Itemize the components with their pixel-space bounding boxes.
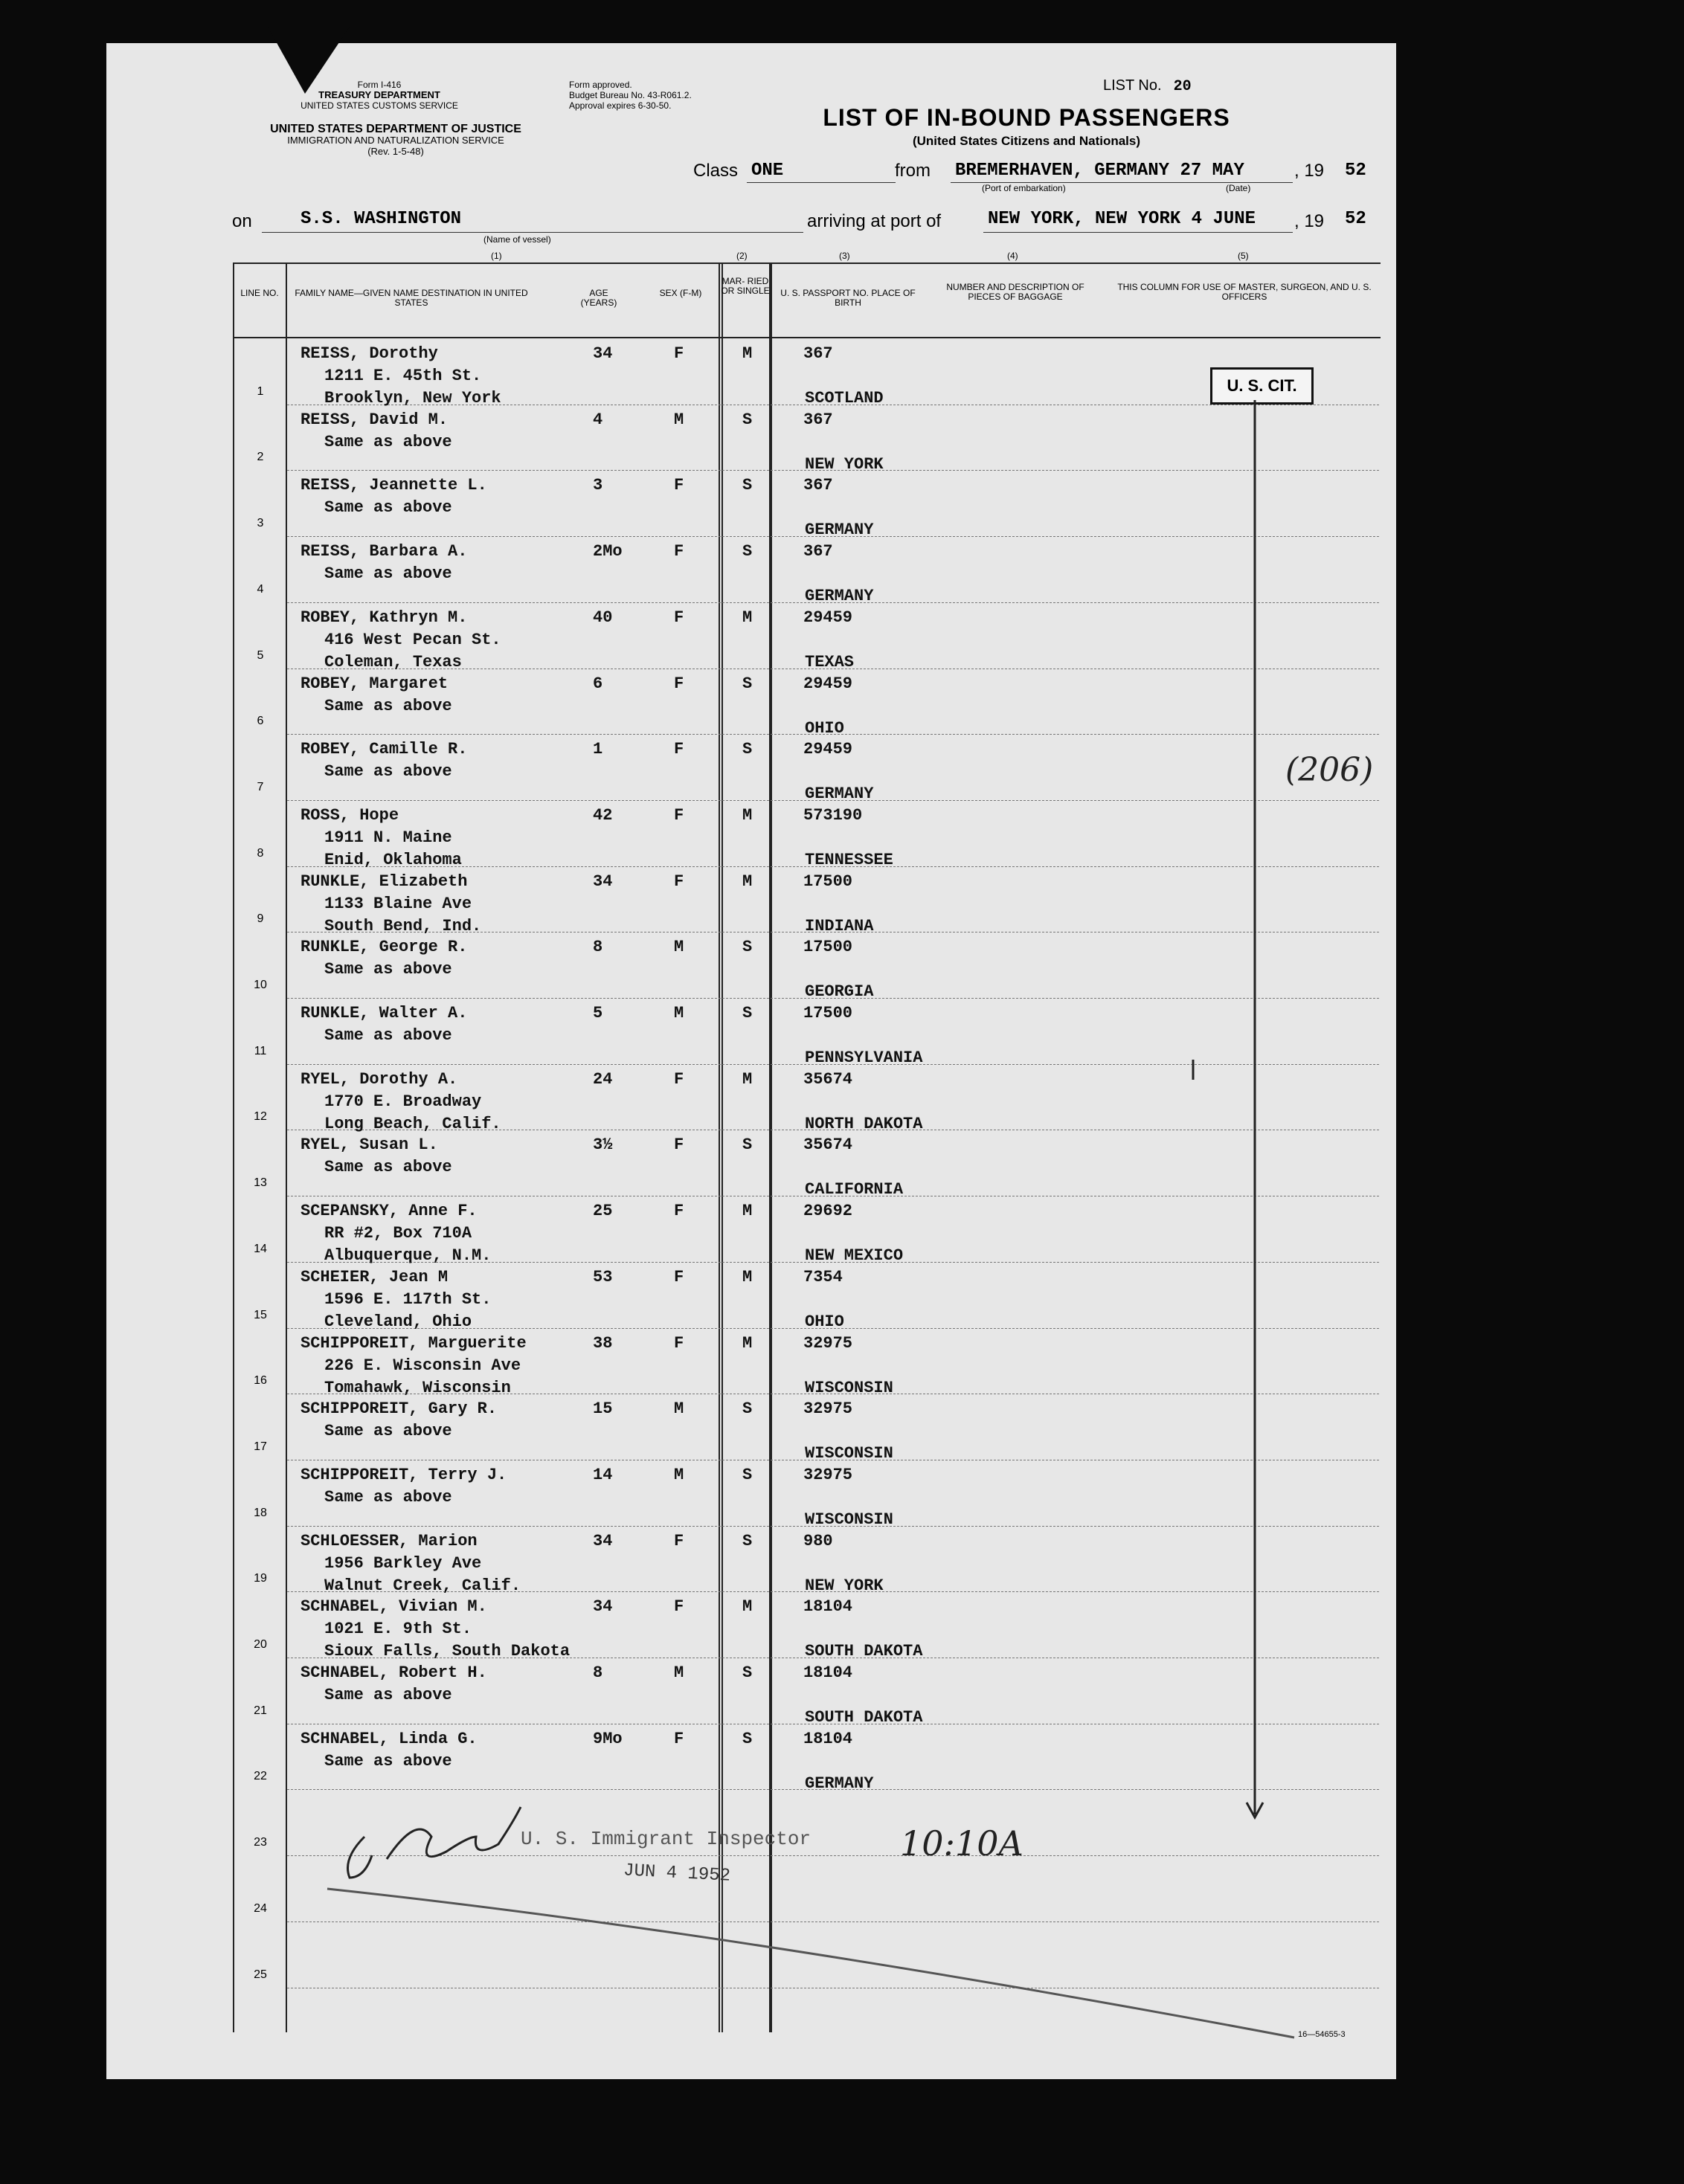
pencil-diagonal-line (327, 1889, 1294, 2038)
passenger-age: 15 (593, 1399, 613, 1418)
line-number: 18 (254, 1507, 267, 1519)
passenger-name: SCHEIER, Jean M (301, 1268, 449, 1286)
passport-number: 367 (803, 410, 833, 429)
passenger-name: RUNKLE, Elizabeth (301, 872, 468, 891)
column-number-3: (3) (839, 251, 850, 261)
passenger-sex: F (674, 1597, 684, 1616)
passenger-marital-status: S (742, 410, 753, 429)
passenger-age: 2Mo (593, 542, 623, 561)
line-number: 12 (254, 1110, 267, 1123)
line-number: 7 (257, 781, 264, 793)
place-of-birth: SOUTH DAKOTA (805, 1708, 923, 1727)
passenger-destination: Same as above (324, 1488, 452, 1507)
passenger-age: 38 (593, 1334, 613, 1353)
place-of-birth: INDIANA (805, 917, 874, 935)
passenger-name: ROBEY, Kathryn M. (301, 608, 468, 627)
count-note: (206) (1285, 751, 1374, 789)
place-of-birth: GERMANY (805, 785, 874, 803)
passenger-destination: Cleveland, Ohio (324, 1312, 472, 1331)
passenger-sex: F (674, 608, 684, 627)
passenger-age: 9Mo (593, 1730, 623, 1748)
form-number: Form I-416 (357, 80, 402, 90)
approved-label: Form approved. (569, 80, 632, 90)
from-label: from (895, 161, 931, 181)
on-label: on (232, 211, 252, 231)
passenger-name: SCEPANSKY, Anne F. (301, 1202, 478, 1220)
passenger-destination: 1911 N. Maine (324, 828, 452, 847)
passport-number: 35674 (803, 1136, 853, 1154)
passenger-name: RUNKLE, Walter A. (301, 1004, 468, 1022)
passport-number: 32975 (803, 1399, 853, 1418)
passenger-name: SCHLOESSER, Marion (301, 1532, 478, 1550)
passenger-destination: Same as above (324, 1026, 452, 1045)
passenger-destination: 1021 E. 9th St. (324, 1620, 472, 1638)
column-number-2: (2) (736, 251, 748, 261)
line-number: 1 (257, 385, 264, 398)
line-number: 11 (254, 1045, 267, 1057)
place-of-birth: GERMANY (805, 1774, 874, 1793)
passport-number: 29459 (803, 740, 853, 758)
passenger-marital-status: S (742, 1532, 753, 1550)
passenger-sex: M (674, 1466, 684, 1484)
column-number-4: (4) (1007, 251, 1018, 261)
passenger-age: 1 (593, 740, 603, 758)
line-number: 13 (254, 1176, 267, 1189)
place-of-birth: TENNESSEE (805, 851, 893, 869)
passenger-destination: 416 West Pecan St. (324, 631, 501, 649)
passenger-marital-status: M (742, 806, 753, 825)
passenger-age: 3½ (593, 1136, 613, 1154)
passenger-age: 34 (593, 344, 613, 363)
place-of-birth: NEW YORK (805, 1576, 884, 1595)
passenger-destination: Albuquerque, N.M. (324, 1246, 492, 1265)
passenger-name: ROBEY, Camille R. (301, 740, 468, 758)
place-of-birth: GEORGIA (805, 982, 874, 1001)
place-of-birth: WISCONSIN (805, 1444, 893, 1463)
passenger-name: ROSS, Hope (301, 806, 399, 825)
line-number: 21 (254, 1704, 267, 1717)
list-number-value: 20 (1173, 78, 1192, 95)
port-caption: (Port of embarkation) (982, 183, 1066, 193)
passenger-name: SCHNABEL, Vivian M. (301, 1597, 487, 1616)
place-of-birth: WISCONSIN (805, 1510, 893, 1529)
passenger-age: 3 (593, 476, 603, 495)
passenger-marital-status: S (742, 476, 753, 495)
passenger-marital-status: M (742, 1334, 753, 1353)
header-age: AGE (YEARS) (580, 288, 617, 308)
line-number: 3 (257, 517, 264, 529)
passenger-sex: M (674, 410, 684, 429)
passenger-name: SCHIPPOREIT, Gary R. (301, 1399, 498, 1418)
place-of-birth: GERMANY (805, 521, 874, 539)
passenger-age: 8 (593, 938, 603, 956)
passenger-name: SCHNABEL, Linda G. (301, 1730, 478, 1748)
passport-number: 18104 (803, 1663, 853, 1682)
arriving-label: arriving at port of (807, 211, 942, 231)
us-citizen-stamp: U. S. CIT. (1210, 367, 1314, 405)
page-subtitle: (United States Citizens and Nationals) (912, 134, 1141, 148)
line-number: 20 (254, 1638, 267, 1651)
passenger-name: SCHNABEL, Robert H. (301, 1663, 487, 1682)
line-number: 10 (254, 979, 267, 991)
place-of-birth: OHIO (805, 719, 844, 738)
passport-number: 573190 (803, 806, 863, 825)
passenger-age: 34 (593, 872, 613, 891)
passenger-sex: M (674, 938, 684, 956)
passenger-destination: Brooklyn, New York (324, 389, 501, 408)
passenger-sex: F (674, 476, 684, 495)
place-of-birth: SCOTLAND (805, 389, 884, 408)
passenger-marital-status: S (742, 740, 753, 758)
passenger-sex: F (674, 1268, 684, 1286)
passenger-name: RYEL, Susan L. (301, 1136, 438, 1154)
passport-number: 17500 (803, 872, 853, 891)
passport-number: 29459 (803, 608, 853, 627)
passport-number: 32975 (803, 1466, 853, 1484)
passenger-destination: 226 E. Wisconsin Ave (324, 1356, 521, 1375)
passenger-destination: Coleman, Texas (324, 653, 462, 671)
header-line-no: LINE NO. (240, 288, 279, 298)
justice-label: UNITED STATES DEPARTMENT OF JUSTICE (270, 123, 521, 135)
line-number: 14 (254, 1243, 267, 1255)
passenger-sex: F (674, 674, 684, 693)
passenger-destination: RR #2, Box 710A (324, 1224, 472, 1243)
passport-number: 32975 (803, 1334, 853, 1353)
passport-number: 29692 (803, 1202, 853, 1220)
line-number: 6 (257, 715, 264, 727)
passenger-marital-status: S (742, 542, 753, 561)
header-married: MAR- RIED OR SINGLE (721, 276, 770, 296)
passenger-age: 40 (593, 608, 613, 627)
passenger-destination: Same as above (324, 1686, 452, 1704)
passenger-destination: 1133 Blaine Ave (324, 895, 472, 913)
passenger-sex: F (674, 740, 684, 758)
line-number: 16 (254, 1374, 267, 1387)
passenger-destination: 1596 E. 117th St. (324, 1290, 492, 1309)
passenger-sex: M (674, 1663, 684, 1682)
class-label: Class (693, 161, 739, 181)
treasury-label: TREASURY DEPARTMENT (318, 89, 440, 100)
passenger-marital-status: M (742, 1070, 753, 1089)
passenger-sex: F (674, 344, 684, 363)
passenger-name: REISS, Jeannette L. (301, 476, 487, 495)
year-prefix-2: , 19 (1294, 211, 1325, 231)
passenger-sex: F (674, 1532, 684, 1550)
customs-label: UNITED STATES CUSTOMS SERVICE (301, 100, 458, 111)
vessel-caption: (Name of vessel) (483, 234, 551, 245)
passenger-marital-status: M (742, 1597, 753, 1616)
header-name: FAMILY NAME—GIVEN NAME DESTINATION IN UNITED STATES (295, 288, 528, 308)
line-number: 2 (257, 451, 264, 463)
passenger-destination: Same as above (324, 1752, 452, 1771)
from-value: BREMERHAVEN, GERMANY 27 MAY (955, 161, 1244, 181)
passenger-destination: Sioux Falls, South Dakota (324, 1642, 571, 1660)
passenger-name: REISS, Barbara A. (301, 542, 468, 561)
ins-label: IMMIGRATION AND NATURALIZATION SERVICE (287, 135, 504, 146)
time-note: 10:10A (900, 1823, 1023, 1864)
place-of-birth: NEW MEXICO (805, 1246, 904, 1265)
column-number-5: (5) (1238, 251, 1249, 261)
passenger-marital-status: S (742, 938, 753, 956)
line-number: 15 (254, 1309, 267, 1321)
passenger-age: 6 (593, 674, 603, 693)
passenger-destination: Same as above (324, 433, 452, 451)
passport-number: 367 (803, 344, 833, 363)
passport-number: 7354 (803, 1268, 843, 1286)
list-number-label: LIST No. (1103, 77, 1162, 94)
year-value-2: 52 (1345, 209, 1366, 229)
passenger-destination: Tomahawk, Wisconsin (324, 1379, 511, 1397)
revision-label: (Rev. 1-5-48) (367, 146, 424, 157)
class-value: ONE (751, 161, 784, 181)
place-of-birth: SOUTH DAKOTA (805, 1642, 923, 1660)
passport-number: 18104 (803, 1730, 853, 1748)
place-of-birth: NORTH DAKOTA (805, 1115, 923, 1133)
passenger-name: RUNKLE, George R. (301, 938, 468, 956)
vessel-name: S.S. WASHINGTON (301, 209, 462, 229)
passenger-sex: F (674, 1136, 684, 1154)
passenger-destination: 1211 E. 45th St. (324, 367, 482, 385)
form-code: 16—54655-3 (1298, 2030, 1346, 2039)
year-prefix: , 19 (1294, 161, 1325, 181)
passenger-age: 24 (593, 1070, 613, 1089)
passenger-age: 14 (593, 1466, 613, 1484)
passport-number: 980 (803, 1532, 833, 1550)
passenger-destination: Long Beach, Calif. (324, 1115, 501, 1133)
passport-number: 367 (803, 476, 833, 495)
header-passport: U. S. PASSPORT NO. PLACE OF BIRTH (780, 288, 916, 308)
passenger-marital-status: S (742, 1136, 753, 1154)
date-caption: (Date) (1226, 183, 1251, 193)
line-number: 19 (254, 1572, 267, 1585)
passenger-sex: F (674, 1070, 684, 1089)
passport-number: 17500 (803, 1004, 853, 1022)
header-officers: THIS COLUMN FOR USE OF MASTER, SURGEON, AND U. S. OFFICERS (1117, 282, 1372, 302)
place-of-birth: OHIO (805, 1312, 844, 1331)
passenger-marital-status: M (742, 1202, 753, 1220)
passenger-age: 5 (593, 1004, 603, 1022)
passenger-sex: F (674, 872, 684, 891)
header-sex: SEX (F-M) (659, 288, 702, 298)
year-value: 52 (1345, 161, 1366, 181)
passenger-age: 34 (593, 1532, 613, 1550)
line-number: 17 (254, 1440, 267, 1453)
budget-label: Budget Bureau No. 43-R061.2. (569, 90, 692, 100)
passport-number: 29459 (803, 674, 853, 693)
header-baggage: NUMBER AND DESCRIPTION OF PIECES OF BAGGAGE (946, 282, 1084, 302)
passenger-name: REISS, David M. (301, 410, 449, 429)
passenger-name: ROBEY, Margaret (301, 674, 449, 693)
passenger-age: 8 (593, 1663, 603, 1682)
line-number: 9 (257, 912, 264, 925)
passenger-marital-status: S (742, 1663, 753, 1682)
passenger-name: REISS, Dorothy (301, 344, 438, 363)
passport-number: 367 (803, 542, 833, 561)
passenger-marital-status: M (742, 872, 753, 891)
passenger-age: 42 (593, 806, 613, 825)
passenger-destination: Same as above (324, 960, 452, 979)
passenger-destination: Same as above (324, 762, 452, 781)
passenger-marital-status: S (742, 1466, 753, 1484)
passenger-sex: F (674, 1334, 684, 1353)
passenger-destination: South Bend, Ind. (324, 917, 482, 935)
passport-number: 18104 (803, 1597, 853, 1616)
passenger-marital-status: M (742, 608, 753, 627)
passenger-sex: F (674, 806, 684, 825)
inspector-caption: U. S. Immigrant Inspector (521, 1828, 812, 1850)
passenger-destination: 1956 Barkley Ave (324, 1554, 482, 1573)
expires-label: Approval expires 6-30-50. (569, 100, 672, 111)
passenger-marital-status: S (742, 674, 753, 693)
line-number: 22 (254, 1770, 267, 1782)
passenger-age: 4 (593, 410, 603, 429)
date-stamp: JUN 4 1952 (623, 1861, 731, 1887)
passenger-name: SCHIPPOREIT, Marguerite (301, 1334, 527, 1353)
passenger-sex: F (674, 542, 684, 561)
passenger-marital-status: S (742, 1004, 753, 1022)
place-of-birth: NEW YORK (805, 455, 884, 474)
line-number: 5 (257, 649, 264, 662)
passenger-age: 25 (593, 1202, 613, 1220)
passenger-age: 34 (593, 1597, 613, 1616)
inspector-signature (348, 1807, 521, 1878)
place-of-birth: TEXAS (805, 653, 855, 671)
passenger-age: 53 (593, 1268, 613, 1286)
passenger-sex: F (674, 1202, 684, 1220)
passport-number: 35674 (803, 1070, 853, 1089)
passenger-marital-status: S (742, 1399, 753, 1418)
line-number: 23 (254, 1836, 267, 1849)
passenger-name: SCHIPPOREIT, Terry J. (301, 1466, 507, 1484)
passenger-destination: 1770 E. Broadway (324, 1092, 482, 1111)
line-number: 24 (254, 1902, 267, 1915)
passenger-sex: M (674, 1004, 684, 1022)
passenger-sex: M (674, 1399, 684, 1418)
passenger-name: RYEL, Dorothy A. (301, 1070, 458, 1089)
column-number-1: (1) (491, 251, 502, 261)
line-number: 25 (254, 1968, 267, 1981)
passenger-destination: Same as above (324, 564, 452, 583)
passenger-sex: F (674, 1730, 684, 1748)
line-number: 4 (257, 583, 264, 596)
passenger-destination: Same as above (324, 498, 452, 517)
place-of-birth: GERMANY (805, 587, 874, 605)
place-of-birth: WISCONSIN (805, 1379, 893, 1397)
passenger-marital-status: M (742, 1268, 753, 1286)
passenger-destination: Same as above (324, 697, 452, 715)
passenger-marital-status: M (742, 344, 753, 363)
passenger-destination: Same as above (324, 1422, 452, 1440)
arrival-value: NEW YORK, NEW YORK 4 JUNE (988, 209, 1256, 229)
passenger-destination: Walnut Creek, Calif. (324, 1576, 521, 1595)
place-of-birth: CALIFORNIA (805, 1180, 904, 1199)
page-title: LIST OF IN-BOUND PASSENGERS (823, 104, 1230, 131)
passenger-destination: Enid, Oklahoma (324, 851, 462, 869)
place-of-birth: PENNSYLVANIA (805, 1048, 923, 1067)
passport-number: 17500 (803, 938, 853, 956)
passenger-destination: Same as above (324, 1158, 452, 1176)
line-number: 8 (257, 847, 264, 860)
passenger-marital-status: S (742, 1730, 753, 1748)
